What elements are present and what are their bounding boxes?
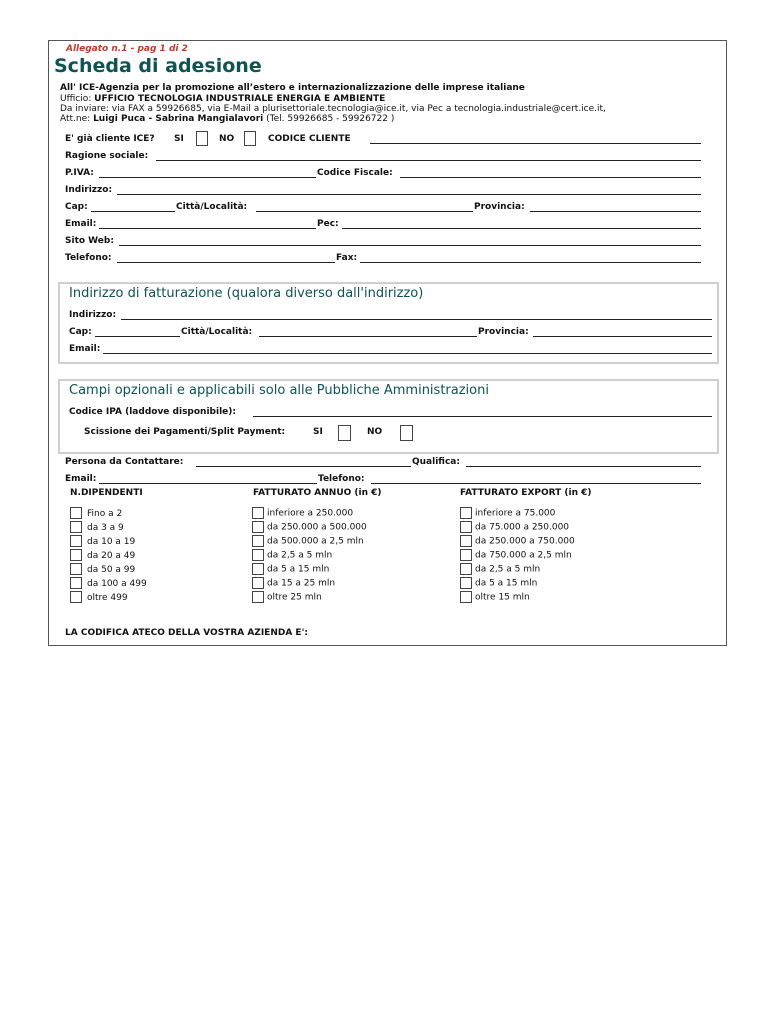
ufficio-value: UFFICIO TECNOLOGIA INDUSTRIALE ENERGIA E AMBIENTE (94, 94, 386, 104)
fatturato-list (252, 507, 367, 605)
fatturato-option[interactable] (252, 521, 367, 535)
split-no-label: NO (367, 427, 383, 437)
option-label: da 250.000 a 500.000 (267, 522, 367, 533)
dipendenti-option[interactable] (70, 591, 147, 605)
split-no-checkbox[interactable] (400, 425, 413, 441)
checkbox[interactable] (70, 521, 82, 533)
checkbox[interactable] (70, 535, 82, 547)
checkbox[interactable] (252, 577, 264, 589)
billing-title: Indirizzo di fatturazione (qualora diverso dall'indirizzo) (69, 286, 424, 301)
option-label: inferiore a 75.000 (475, 508, 556, 519)
sito-field[interactable] (119, 245, 701, 246)
billing-email-field[interactable] (103, 353, 712, 354)
option-label: da 2,5 a 5 mln (475, 564, 541, 575)
split-label: Scissione dei Pagamenti/Split Payment: (84, 427, 286, 437)
billing-indirizzo-field[interactable] (121, 319, 712, 320)
checkbox[interactable] (252, 535, 264, 547)
option-label: inferiore a 250.000 (267, 508, 354, 519)
provincia-label: Provincia: (474, 202, 525, 212)
billing-provincia-field[interactable] (533, 336, 712, 337)
dipendenti-option[interactable] (70, 577, 147, 591)
fatturato-option[interactable] (252, 507, 367, 521)
checkbox[interactable] (460, 577, 472, 589)
option-label: da 3 a 9 (87, 522, 124, 533)
citta-field[interactable] (256, 211, 473, 212)
checkbox[interactable] (252, 563, 264, 575)
qualifica-label: Qualifica: (412, 457, 460, 467)
citta-label: Città/Località: (176, 202, 248, 212)
page-title: Scheda di adesione (54, 55, 262, 77)
contact-telefono-field[interactable] (371, 483, 701, 484)
client-si-label: SI (174, 134, 184, 144)
split-si-checkbox[interactable] (338, 425, 351, 441)
email-field[interactable] (99, 228, 316, 229)
billing-provincia-label: Provincia: (478, 327, 529, 337)
option-label: oltre 15 mln (475, 592, 530, 603)
provincia-field[interactable] (530, 211, 701, 212)
contact-email-field[interactable] (99, 483, 317, 484)
pec-label: Pec: (317, 219, 339, 229)
dipendenti-option[interactable] (70, 549, 147, 563)
checkbox[interactable] (460, 591, 472, 603)
client-question: E' già cliente ICE? (65, 134, 155, 144)
export-option[interactable] (460, 563, 575, 577)
client-no-checkbox[interactable] (244, 131, 256, 146)
export-title: FATTURATO EXPORT (in €) (460, 488, 592, 498)
client-si-checkbox[interactable] (196, 131, 208, 146)
option-label: da 2,5 a 5 mln (267, 550, 333, 561)
option-label: da 750.000 a 2,5 mln (475, 550, 572, 561)
option-label: oltre 25 mln (267, 592, 322, 603)
dipendenti-option[interactable] (70, 507, 147, 521)
option-label: da 10 a 19 (87, 536, 136, 547)
export-option[interactable] (460, 521, 575, 535)
ufficio-label: Ufficio: (60, 94, 95, 104)
checkbox[interactable] (460, 563, 472, 575)
ipa-label: Codice IPA (laddove disponibile): (69, 407, 236, 417)
telefono-label: Telefono: (65, 253, 112, 263)
billing-email-label: Email: (69, 344, 101, 354)
fax-label: Fax: (336, 253, 358, 263)
checkbox[interactable] (460, 507, 472, 519)
indirizzo-label: Indirizzo: (65, 185, 113, 195)
checkbox[interactable] (70, 563, 82, 575)
billing-cap-label: Cap: (69, 327, 92, 337)
split-si-label: SI (313, 427, 323, 437)
dipendenti-list (70, 507, 147, 605)
client-no-label: NO (219, 134, 235, 144)
ateco-label: LA CODIFICA ATECO DELLA VOSTRA AZIENDA E': (65, 628, 308, 638)
option-label: da 100 a 499 (87, 578, 147, 589)
export-option[interactable] (460, 507, 575, 521)
checkbox[interactable] (70, 591, 82, 603)
checkbox[interactable] (460, 521, 472, 533)
export-option[interactable] (460, 577, 575, 591)
option-label: da 5 a 15 mln (475, 578, 538, 589)
piva-field[interactable] (99, 177, 316, 178)
allegato-label: Allegato n.1 - pag 1 di 2 (66, 44, 188, 54)
qualifica-field[interactable] (466, 466, 701, 467)
fatturato-option[interactable] (252, 549, 367, 563)
billing-citta-label: Città/Località: (181, 327, 253, 337)
billing-indirizzo-label: Indirizzo: (69, 310, 117, 320)
checkbox[interactable] (70, 507, 82, 519)
option-label: da 75.000 a 250.000 (475, 522, 570, 533)
option-label: Fino a 2 (87, 508, 123, 519)
codice-fiscale-field[interactable] (400, 177, 701, 178)
ipa-field[interactable] (253, 416, 712, 417)
cap-label: Cap: (65, 202, 88, 212)
checkbox[interactable] (252, 507, 264, 519)
sito-label: Sito Web: (65, 236, 114, 246)
fatturato-option[interactable] (252, 563, 367, 577)
att-line (60, 114, 394, 124)
att-names: Luigi Puca - Sabrina Mangialavori (93, 114, 264, 124)
codice-cliente-label: CODICE CLIENTE (268, 134, 351, 144)
billing-cap-field[interactable] (95, 336, 180, 337)
option-label: da 50 a 99 (87, 564, 136, 575)
export-option[interactable] (460, 591, 575, 605)
dipendenti-title: N.DIPENDENTI (70, 488, 143, 498)
checkbox[interactable] (252, 549, 264, 561)
checkbox[interactable] (252, 521, 264, 533)
dipendenti-option[interactable] (70, 563, 147, 577)
option-label: da 15 a 25 mln (267, 578, 336, 589)
option-label: da 20 a 49 (87, 550, 136, 561)
ragione-label: Ragione sociale: (65, 151, 149, 161)
send-info: Da inviare: via FAX a 59926685, via E-Mail a plurisettoriale.tecnologia@ice.it, via Pec a tecnologia.industriale@cert.ice.it, (60, 104, 606, 114)
pec-field[interactable] (342, 228, 701, 229)
cap-field[interactable] (91, 211, 175, 212)
contact-email-label: Email: (65, 474, 97, 484)
fatturato-option[interactable] (252, 535, 367, 549)
persona-label: Persona da Contattare: (65, 457, 184, 467)
recipient-text: All' ICE-Agenzia per la promozione all’estero e internazionalizzazione delle imprese italiane (60, 83, 525, 93)
persona-field[interactable] (196, 466, 411, 467)
pa-title: Campi opzionali e applicabili solo alle Pubbliche Amministrazioni (69, 383, 489, 398)
checkbox[interactable] (460, 549, 472, 561)
ufficio-line (60, 94, 385, 104)
option-label: da 500.000 a 2,5 mln (267, 536, 364, 547)
codice-cliente-field[interactable] (370, 143, 701, 144)
att-label: Att.ne: (60, 114, 94, 124)
export-option[interactable] (460, 535, 575, 549)
fatturato-option[interactable] (252, 591, 367, 605)
export-option[interactable] (460, 549, 575, 563)
indirizzo-field[interactable] (117, 194, 701, 195)
ragione-field[interactable] (156, 160, 701, 161)
fax-field[interactable] (360, 262, 701, 263)
option-label: da 5 a 15 mln (267, 564, 330, 575)
fatturato-option[interactable] (252, 577, 367, 591)
option-label: oltre 499 (87, 592, 128, 603)
att-tel: (Tel. 59926685 - 59926722 ) (263, 114, 395, 124)
fatturato-title: FATTURATO ANNUO (in €) (253, 488, 382, 498)
telefono-field[interactable] (117, 262, 335, 263)
checkbox[interactable] (70, 577, 82, 589)
export-list (460, 507, 575, 605)
billing-citta-field[interactable] (259, 336, 477, 337)
checkbox[interactable] (460, 535, 472, 547)
option-label: da 250.000 a 750.000 (475, 536, 575, 547)
codice-fiscale-label: Codice Fiscale: (317, 168, 393, 178)
dipendenti-option[interactable] (70, 521, 147, 535)
checkbox[interactable] (70, 549, 82, 561)
dipendenti-option[interactable] (70, 535, 147, 549)
contact-telefono-label: Telefono: (318, 474, 365, 484)
checkbox[interactable] (252, 591, 264, 603)
email-label: Email: (65, 219, 97, 229)
piva-label: P.IVA: (65, 168, 94, 178)
